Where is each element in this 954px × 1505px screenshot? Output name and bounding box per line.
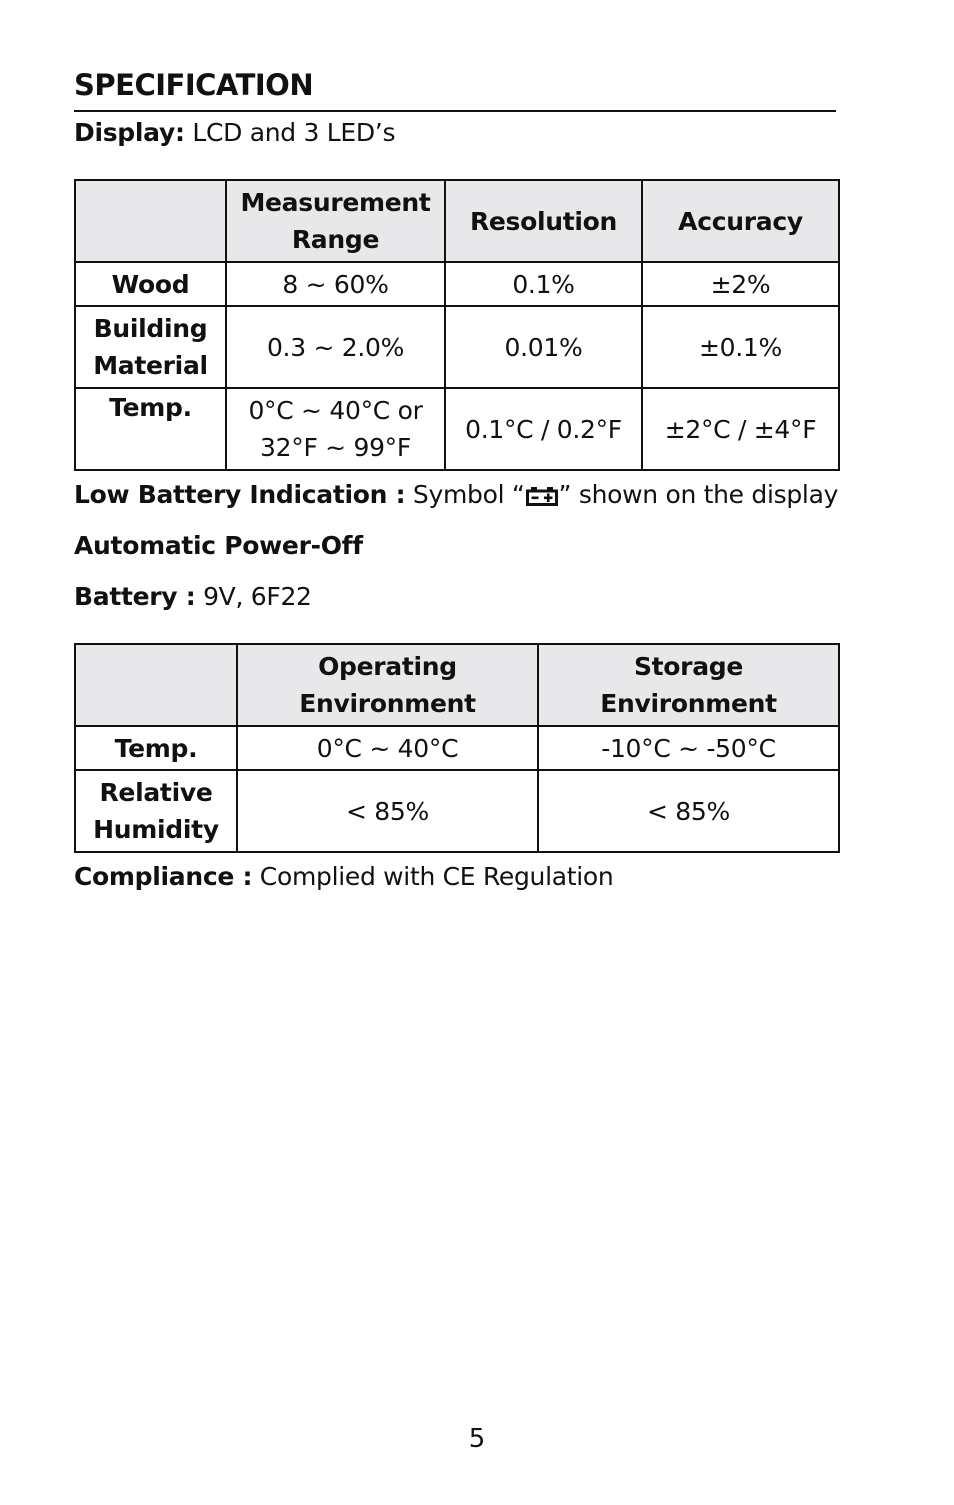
measurement-header-row — [75, 180, 839, 262]
storage-cell: < 85% — [538, 770, 839, 852]
low-battery-text-before: Symbol “ — [405, 480, 525, 509]
page-heading: SPECIFICATION — [74, 68, 314, 102]
environment-table — [74, 643, 840, 853]
table-row — [75, 388, 839, 470]
measurement-table — [74, 179, 840, 471]
accuracy-cell: ±0.1% — [642, 306, 839, 388]
table-row — [75, 770, 839, 852]
table-row — [75, 726, 839, 770]
low-battery-text-after: ” shown on the display — [558, 480, 839, 509]
display-spec — [74, 118, 395, 147]
compliance-spec — [74, 862, 613, 891]
row-label: Temp. — [75, 388, 226, 470]
resolution-cell: 0.1°C / 0.2°F — [445, 388, 642, 470]
low-battery-spec — [74, 480, 838, 509]
environment-header-storage: Storage Environment — [538, 644, 839, 726]
battery-icon — [526, 486, 558, 506]
row-label: Wood — [75, 262, 226, 306]
measurement-header-range: Measurement Range — [226, 180, 445, 262]
compliance-value: Complied with CE Regulation — [252, 862, 614, 891]
page-number: 5 — [468, 1424, 486, 1454]
environment-header-blank — [75, 644, 237, 726]
battery-spec — [74, 582, 312, 611]
battery-label: Battery : — [74, 582, 196, 611]
environment-header-operating: Operating Environment — [237, 644, 538, 726]
auto-power-off-label: Automatic Power-Off — [74, 531, 363, 560]
table-row — [75, 262, 839, 306]
environment-header-row — [75, 644, 839, 726]
accuracy-cell: ±2°C / ±4°F — [642, 388, 839, 470]
row-label: Relative Humidity — [75, 770, 237, 852]
display-label: Display: — [74, 118, 185, 147]
measurement-header-blank — [75, 180, 226, 262]
row-label: Temp. — [75, 726, 237, 770]
heading-divider — [74, 110, 836, 112]
low-battery-label: Low Battery Indication : — [74, 480, 406, 509]
resolution-cell: 0.1% — [445, 262, 642, 306]
compliance-label: Compliance : — [74, 862, 253, 891]
battery-value: 9V, 6F22 — [195, 582, 312, 611]
row-label: Building Material — [75, 306, 226, 388]
accuracy-cell: ±2% — [642, 262, 839, 306]
measurement-header-accuracy: Accuracy — [642, 180, 839, 262]
auto-power-off-spec — [74, 531, 363, 560]
range-cell: 8 ~ 60% — [226, 262, 445, 306]
resolution-cell: 0.01% — [445, 306, 642, 388]
range-cell: 0°C ~ 40°C or 32°F ~ 99°F — [226, 388, 445, 470]
operating-cell: 0°C ~ 40°C — [237, 726, 538, 770]
storage-cell: -10°C ~ -50°C — [538, 726, 839, 770]
range-cell: 0.3 ~ 2.0% — [226, 306, 445, 388]
operating-cell: < 85% — [237, 770, 538, 852]
display-value: LCD and 3 LED’s — [184, 118, 396, 147]
measurement-header-resolution: Resolution — [445, 180, 642, 262]
table-row — [75, 306, 839, 388]
